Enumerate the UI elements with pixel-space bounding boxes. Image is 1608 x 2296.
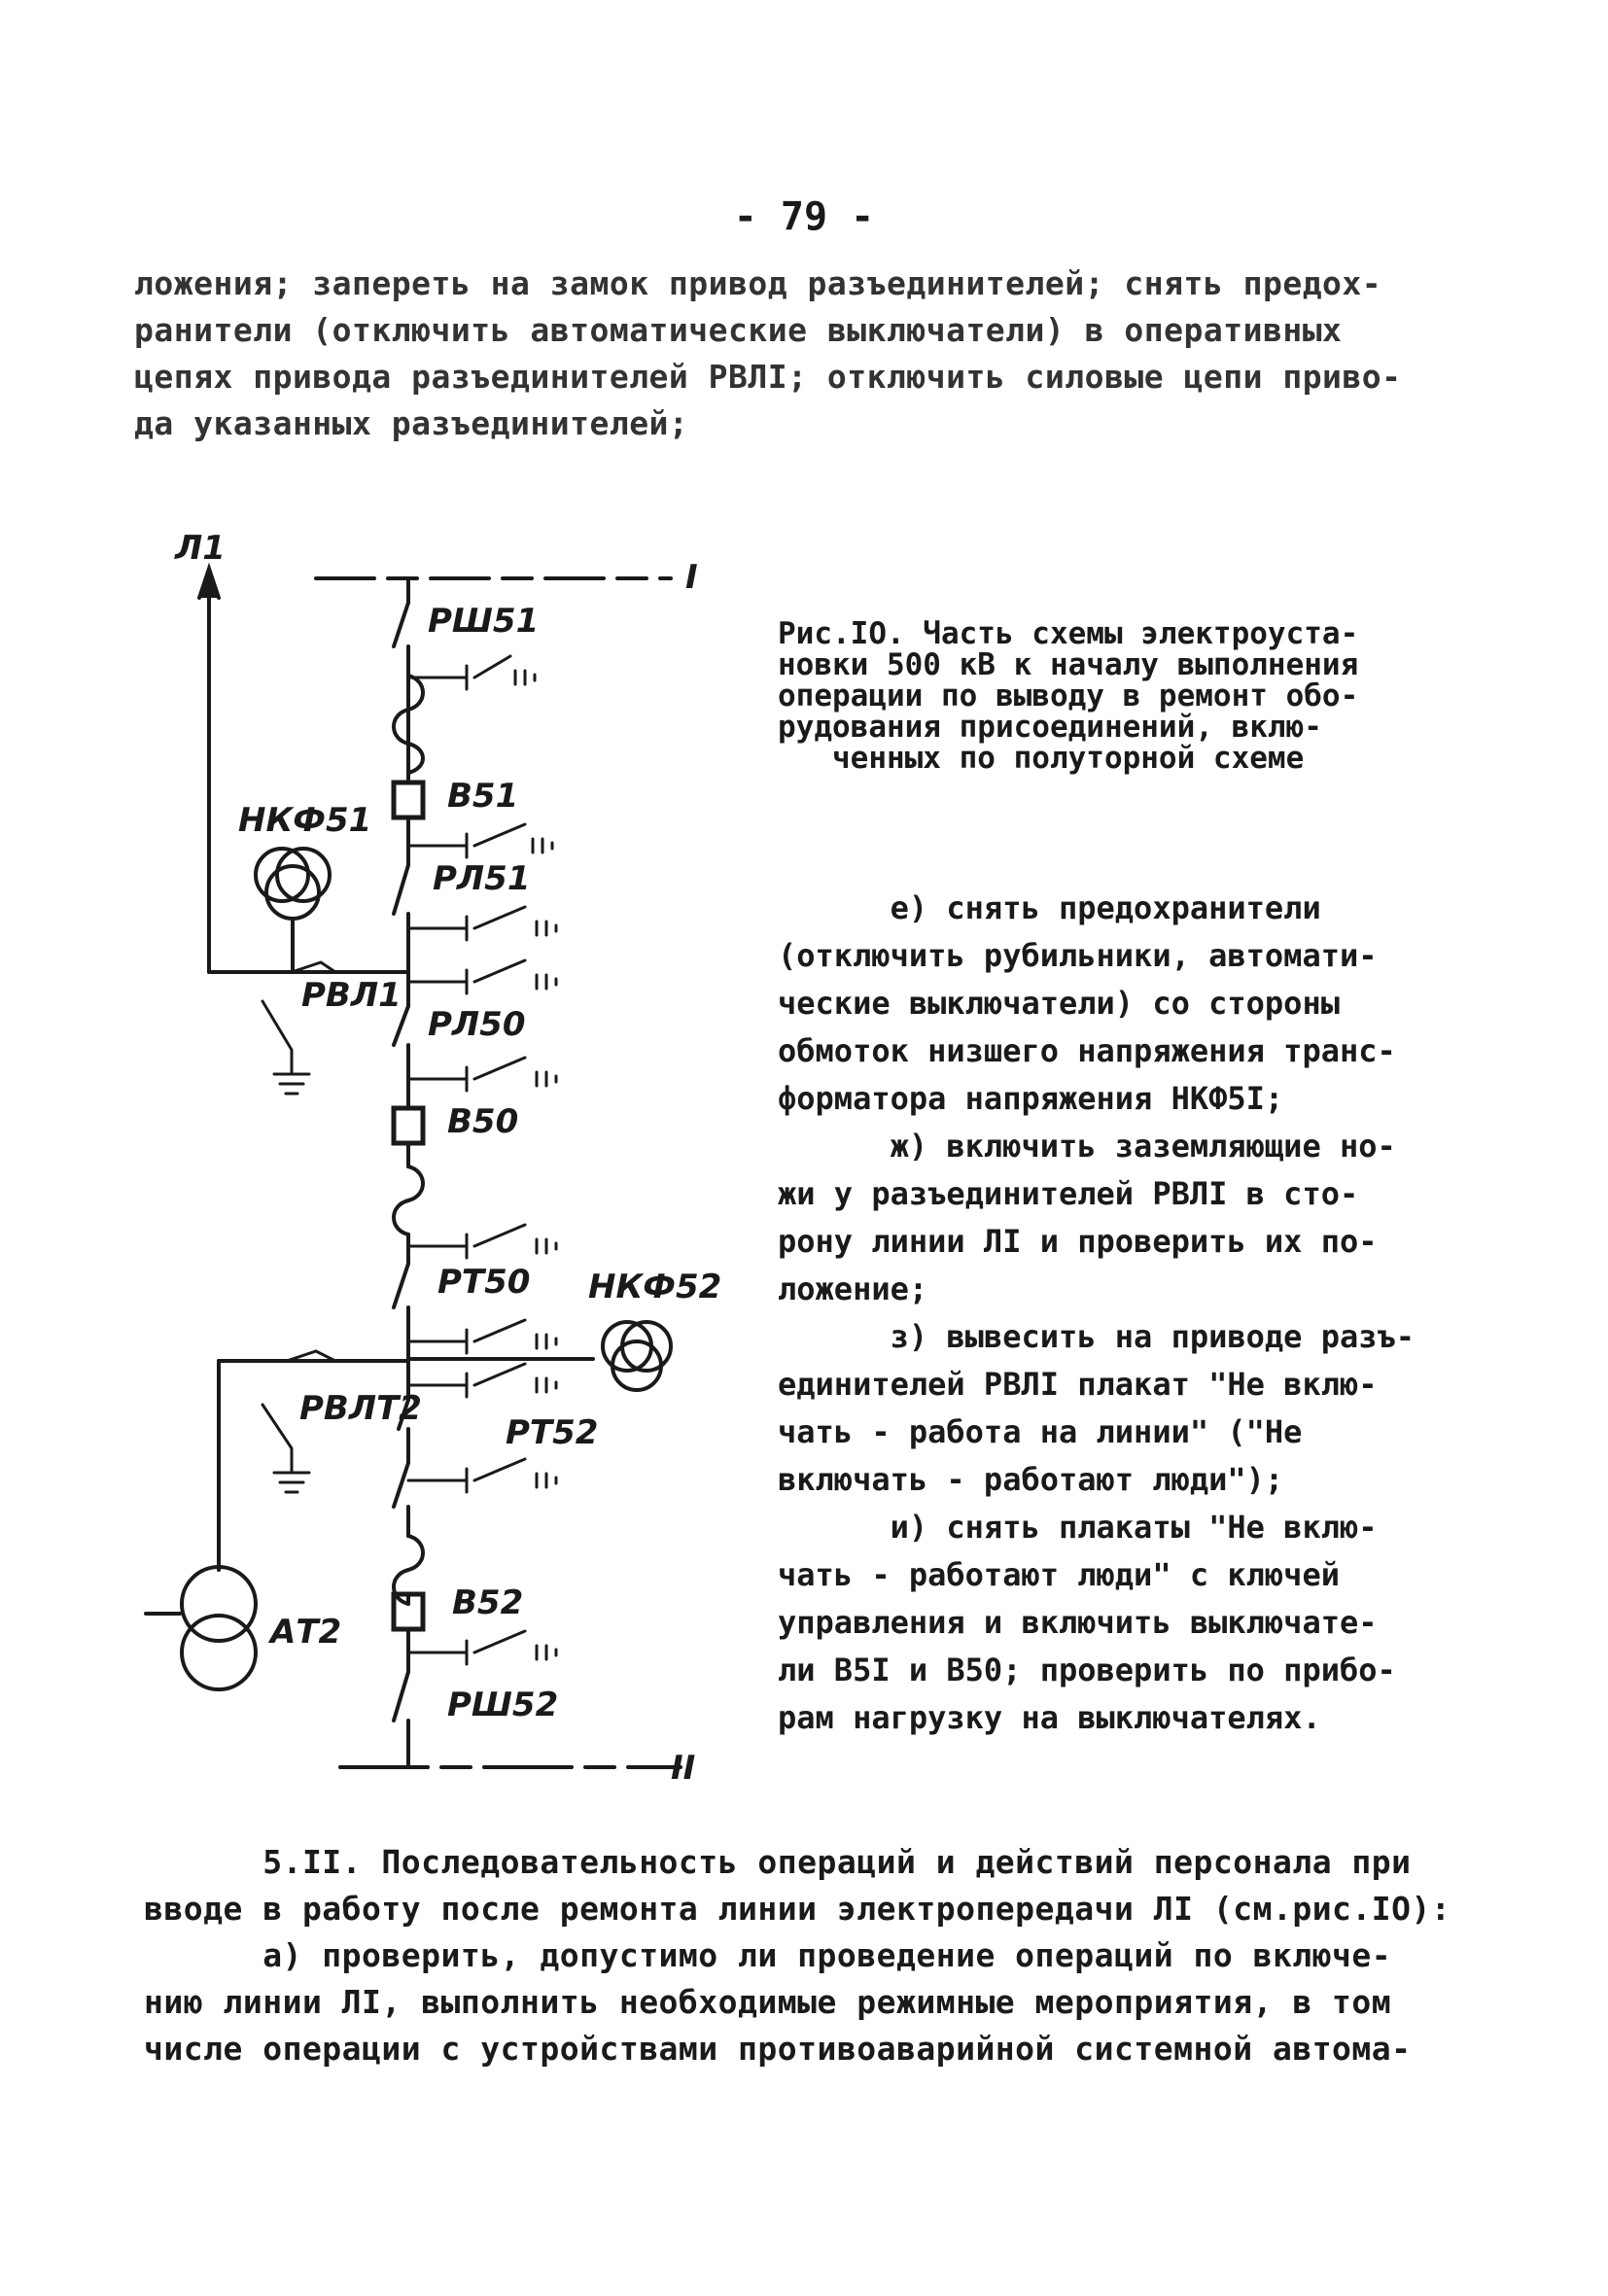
- arrow-up-icon: [199, 569, 219, 598]
- label-b51: В51: [447, 777, 519, 816]
- label-at2: АТ2: [270, 1613, 342, 1652]
- label-nkf52: НКФ52: [588, 1268, 722, 1306]
- label-rt52: РТ52: [506, 1413, 599, 1452]
- label-bus-2: II: [671, 1749, 696, 1788]
- transformer-nkf52: [408, 1322, 671, 1390]
- breaker-b51: [394, 783, 423, 818]
- label-rvl1: РВЛ1: [301, 976, 402, 1015]
- label-line-l1: Л1: [175, 529, 226, 568]
- breaker-b50: [394, 1108, 423, 1143]
- top-paragraph: ложения; запереть на замок привод разъединителей; снять предох- ранители (отключить автоматические выключатели) в оперативных цепях привода разъединителей РВЛI; отключить силовые цепи приво- да указанных разъединителей;: [134, 264, 1402, 442]
- label-b52: В52: [452, 1583, 524, 1622]
- label-rsh52: РШ52: [447, 1686, 559, 1724]
- figure-caption: Рис.IO. Часть схемы электроуста- новки 500 кВ к началу выполнения операции по выводу в ремонт обо- рудования присоединений, вклю- ченных по полуторной схеме: [778, 616, 1359, 776]
- bottom-paragraph: 5.II. Последовательность операций и действий персонала при вводе в работу после ремонта линии электропередачи ЛI (см.рис.IO): а) проверить, допустимо ли проведение операций по включе- нию линии ЛI, выполнить необходимые режимные мероприятия, в том числе операции с устройствами противоаварийной системной автома-: [144, 1843, 1451, 2068]
- transformer-at2: [146, 1567, 256, 1689]
- label-rl50: РЛ50: [428, 1005, 526, 1044]
- label-rl51: РЛ51: [433, 859, 531, 898]
- label-rsh51: РШ51: [428, 602, 540, 641]
- label-rt50: РТ50: [437, 1263, 531, 1302]
- label-bus-1: I: [685, 558, 698, 597]
- label-nkf51: НКФ51: [238, 801, 372, 840]
- label-rvlt2: РВЛТ2: [299, 1389, 422, 1428]
- label-b50: В50: [447, 1102, 519, 1141]
- right-column-text: е) снять предохранители (отключить рубильники, автомати- ческие выключатели) со стороны обмоток низшего напряжения транс- форматора напряжения НКФ5I; ж) включить заземляющие но- жи у разъединителей РВЛI в сто- рону линии ЛI и проверить их по- ложение; з) вывесить на приводе разъ- единителей РВЛI плакат "Не вклю- чать - работа на линии" ("Не включать - работают люди"); и) снять плакаты "Не вклю- чать - работают люди" с ключей управления и включить выключате- ли B5I и B50; проверить по прибо- рам нагрузку на выключателях.: [778, 889, 1416, 1736]
- page-number: - 79 -: [733, 194, 875, 239]
- transformer-nkf51: [256, 849, 330, 972]
